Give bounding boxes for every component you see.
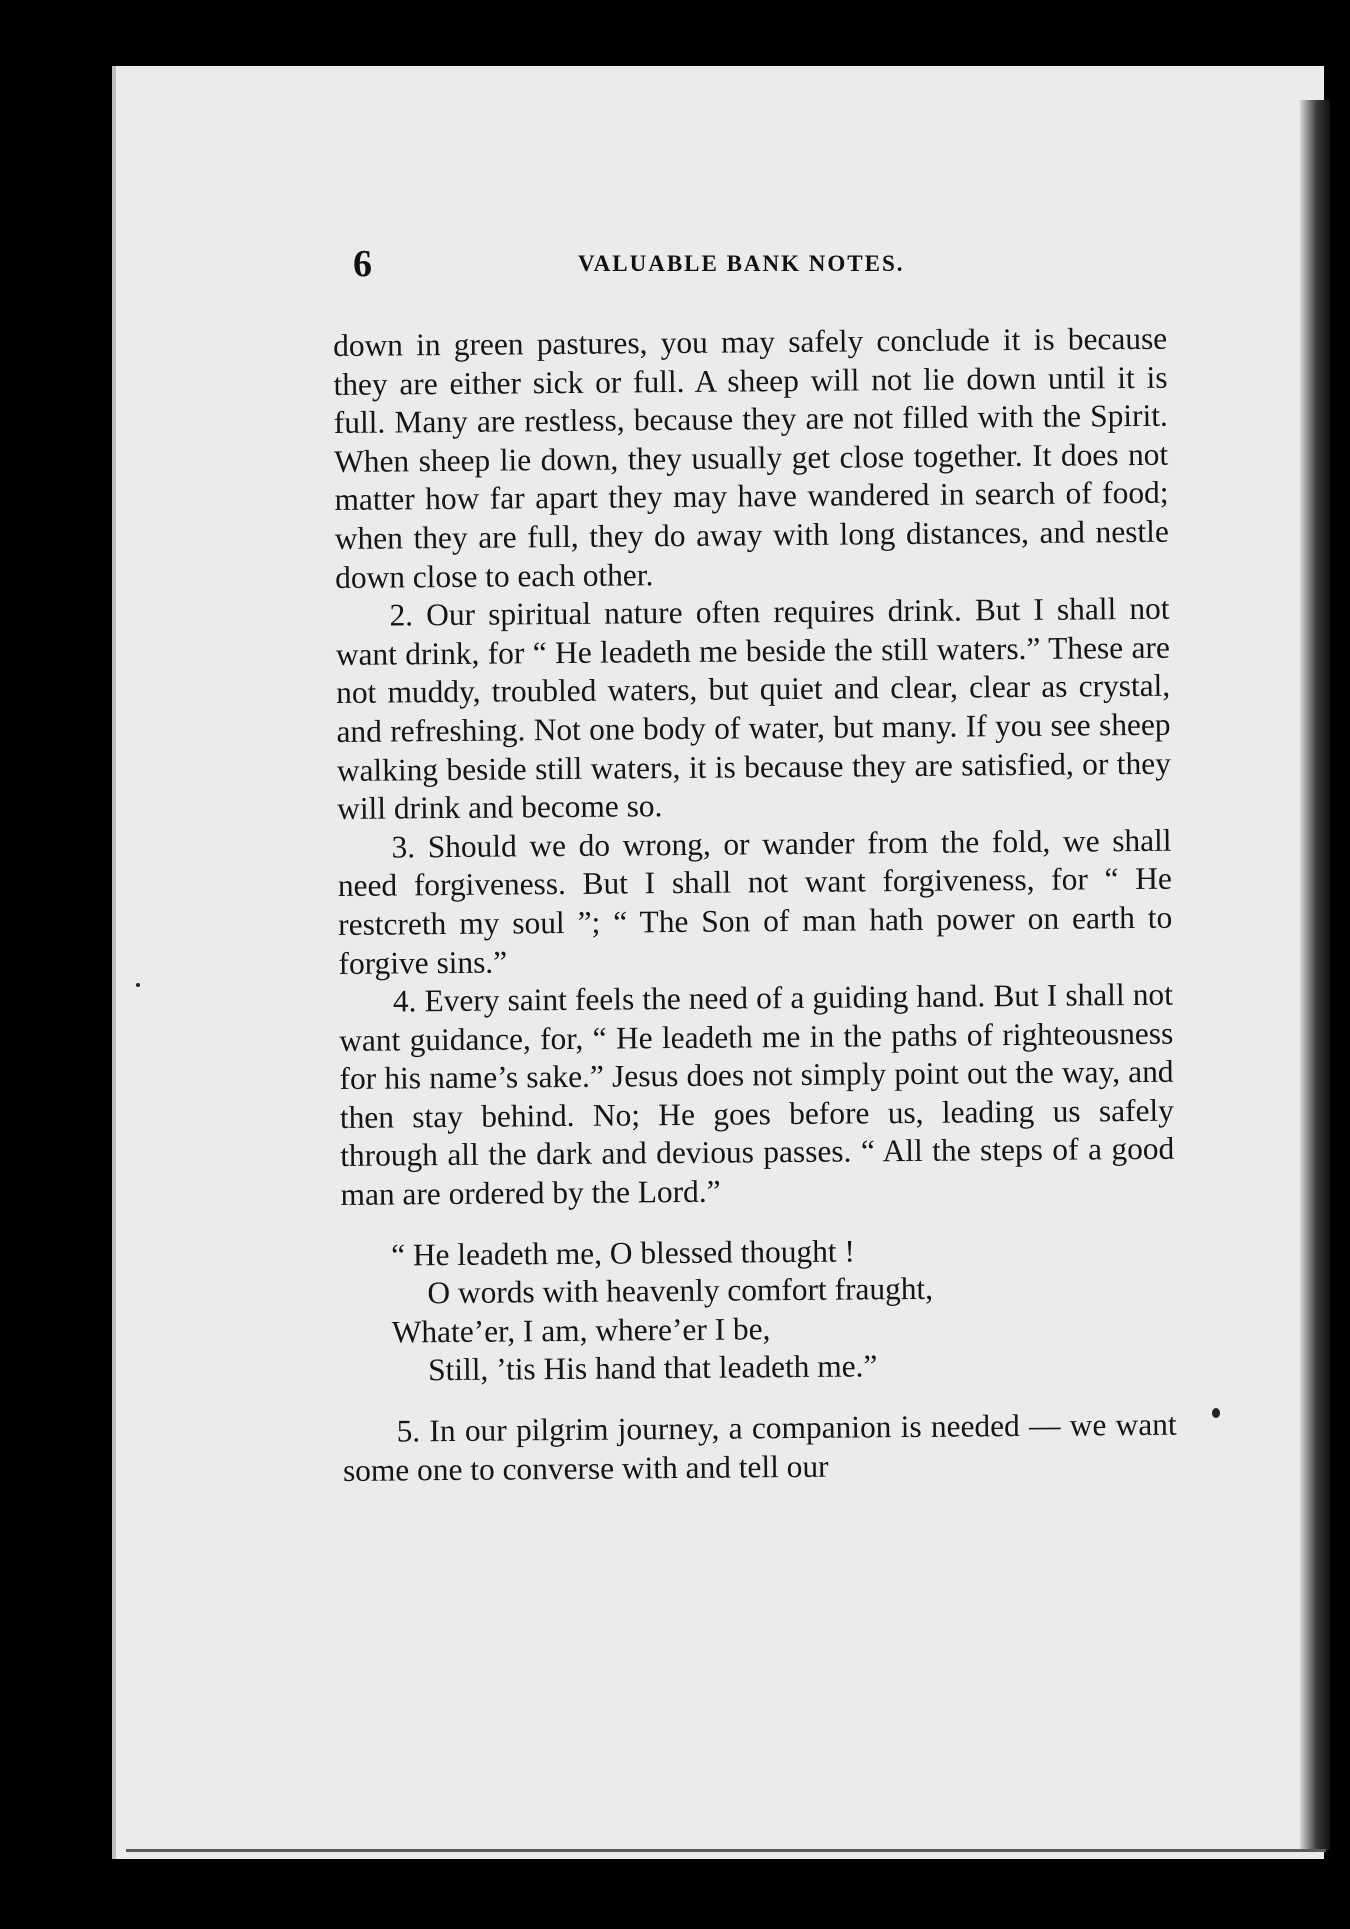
- ink-speck: [136, 983, 140, 987]
- running-head: VALUABLE BANK NOTES.: [578, 251, 905, 276]
- body-text: [333, 320, 1177, 1490]
- paragraph-2: 2. Our spiritual nature often requires drink. But I shall not want drink, for “ He leadeth me beside the still waters.” These are not muddy, troubled waters, but quiet and clear, clear as crystal, and refreshing. Not one body of water, but many. If you see sheep walking beside still waters, it is because they are satisfied, or they will drink and become so.: [335, 590, 1171, 827]
- poem-line: Still, ’tis His hand that leadeth me.”: [427, 1348, 878, 1388]
- paragraph-5: 5. In our pilgrim journey, a companion is needed — we want some one to converse with and tell our: [342, 1406, 1177, 1488]
- page-header: [353, 242, 968, 292]
- poem-line: “ He leadeth me, O blessed thought !: [390, 1233, 855, 1273]
- paragraph-3: 3. Should we do wrong, or wander from the fold, we shall need forgiveness. But I shall not want forgiveness, for “ He restcreth my soul ”; “ The Son of man hath power on earth to forgive sins.”: [337, 822, 1173, 981]
- ink-speck: [1212, 1408, 1220, 1418]
- page-edge-shadow: [1300, 100, 1330, 1850]
- paragraph-continued: down in green pastures, you may safely conclude it is because they are either sick or full. A sheep will not lie down until it is full. Many are restless, because they are not filled with the Spirit. When sheep lie down, they usually get close together. It does not matter how far apart they may have wandered in search of food; when they are full, they do away with long distances, and nestle down close to each other.: [333, 320, 1169, 595]
- page-bottom-edge: [126, 1849, 1326, 1852]
- poem-line: Whate’er, I am, where’er I be,: [391, 1311, 771, 1350]
- poem-line: O words with heavenly comfort fraught,: [427, 1271, 934, 1311]
- poem-quote: [391, 1229, 1176, 1390]
- page-number: 6: [353, 243, 372, 285]
- paragraph-4: 4. Every saint feels the need of a guiding hand. But I shall not want guidance, for, “ He leadeth me in the paths of righteousness for his name’s sake.” Jesus does not simply point out the way, and then stay behind. No; He goes before us, leading us safely through all the dark and devious passes. “ All the steps of a good man are ordered by the Lord.”: [339, 976, 1175, 1213]
